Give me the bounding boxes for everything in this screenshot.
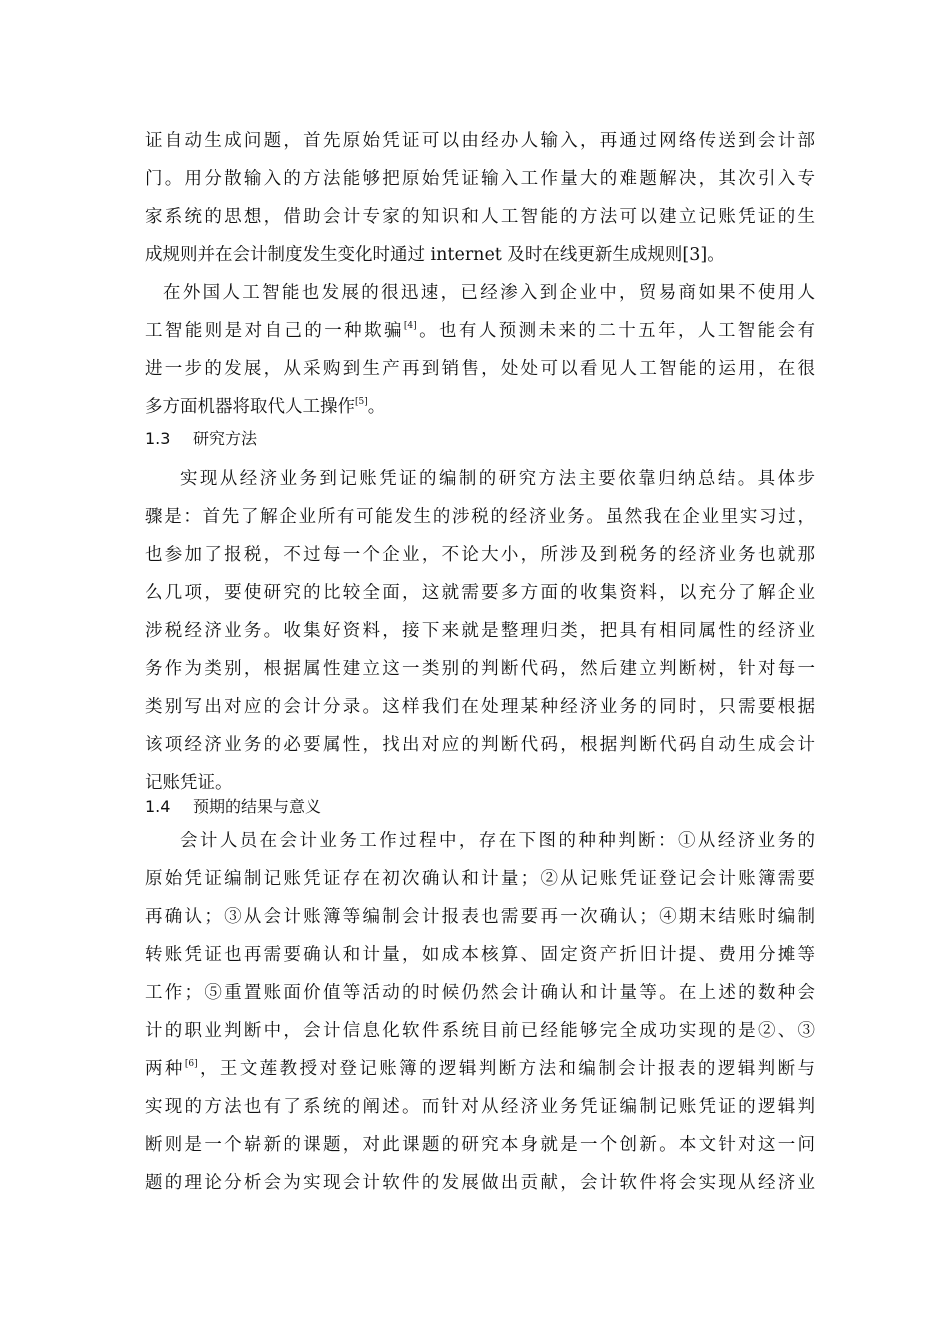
paragraph-line: 也参加了报税，不过每一个企业，不论大小，所涉及到税务的经济业务也就那 [145, 545, 815, 565]
section-number: 1.3 [145, 429, 171, 448]
paragraph-line: 证自动生成问题，首先原始凭证可以由经办人输入，再通过网络传送到会计部 [145, 131, 815, 151]
paragraph-line: 实现的方法也有了系统的阐述。而针对从经济业务凭证编制记账凭证的逻辑判 [145, 1097, 815, 1117]
citation-ref: [4] [403, 321, 417, 331]
paragraph-line: 实现从经济业务到记账凭证的编制的研究方法主要依靠归纳总结。具体步 [180, 469, 815, 489]
paragraph-line: 类别写出对应的会计分录。这样我们在处理某种经济业务的同时，只需要根据 [145, 697, 815, 717]
citation-ref: [6] [184, 1059, 198, 1069]
paragraph-line: 么几项，要使研究的比较全面，这就需要多方面的收集资料，以充分了解企业 [145, 583, 815, 603]
paragraph-line: 进一步的发展，从采购到生产再到销售，处处可以看见人工智能的运用，在很 [145, 359, 815, 379]
paragraph-line-with-citation [145, 312, 815, 350]
paragraph-line: 原始凭证编制记账凭证存在初次确认和计量；②从记账凭证登记会计账簿需要 [145, 869, 815, 889]
paragraph-line: 题的理论分析会为实现会计软件的发展做出贡献，会计软件将会实现从经济业 [145, 1173, 815, 1193]
paragraph-line: 在外国人工智能也发展的很迅速，已经渗入到企业中，贸易商如果不使用人 [163, 283, 815, 303]
paragraph-line: 转账凭证也再需要确认和计量，如成本核算、固定资产折旧计提、费用分摊等 [145, 945, 815, 965]
citation-ref: [5] [355, 397, 368, 407]
paragraph-line: 工作；⑤重置账面价值等活动的时候仍然会计确认和计量等。在上述的数种会 [145, 983, 815, 1003]
section-title: 预期的结果与意义 [193, 797, 322, 816]
text-run: ，王文莲教授对登记账簿的逻辑判断方法和编制会计报表的逻辑判断与 [197, 1059, 816, 1079]
paragraph-line: 骤是：首先了解企业所有可能发生的涉税的经济业务。虽然我在企业里实习过， [145, 507, 815, 527]
section-heading [145, 424, 257, 454]
paragraph-line: 记账凭证。 [145, 773, 233, 793]
paragraph-line: 再确认；③从会计账簿等编制会计报表也需要再一次确认；④期末结账时编制 [145, 907, 815, 927]
paragraph-line: 该项经济业务的必要属性，找出对应的判断代码，根据判断代码自动生成会计 [145, 735, 815, 755]
section-heading [145, 792, 321, 822]
paragraph-line: 门。用分散输入的方法能够把原始凭证输入工作量大的难题解决，其次引入专 [145, 169, 815, 189]
paragraph-line: 涉税经济业务。收集好资料，接下来就是整理归类，把具有相同属性的经济业 [145, 621, 815, 641]
paragraph-line: 断则是一个崭新的课题，对此课题的研究本身就是一个创新。本文针对这一问 [145, 1135, 815, 1155]
section-title: 研究方法 [193, 429, 258, 448]
paragraph-line-with-citation [145, 1050, 815, 1088]
text-run: 。 [367, 397, 386, 417]
text-run: 多方面机器将取代人工操作 [145, 397, 355, 417]
paragraph-line-with-citation [145, 388, 815, 426]
text-run: 两种 [145, 1059, 185, 1079]
paragraph-line: 计的职业判断中，会计信息化软件系统目前已经能够完全成功实现的是②、③ [145, 1021, 815, 1041]
paragraph-line: 家系统的思想，借助会计专家的知识和人工智能的方法可以建立记账凭证的生 [145, 207, 815, 227]
paragraph-line: 务作为类别，根据属性建立这一类别的判断代码，然后建立判断树，针对每一 [145, 659, 815, 679]
section-number: 1.4 [145, 797, 171, 816]
paragraph-line: 成规则并在会计制度发生变化时通过 internet 及时在线更新生成规则[3]。 [145, 245, 725, 265]
text-run: 工智能则是对自己的一种欺骗 [145, 321, 404, 341]
text-run: 。也有人预测未来的二十五年，人工智能会有 [416, 321, 816, 341]
paragraph-line: 会计人员在会计业务工作过程中，存在下图的种种判断：①从经济业务的 [180, 831, 815, 851]
